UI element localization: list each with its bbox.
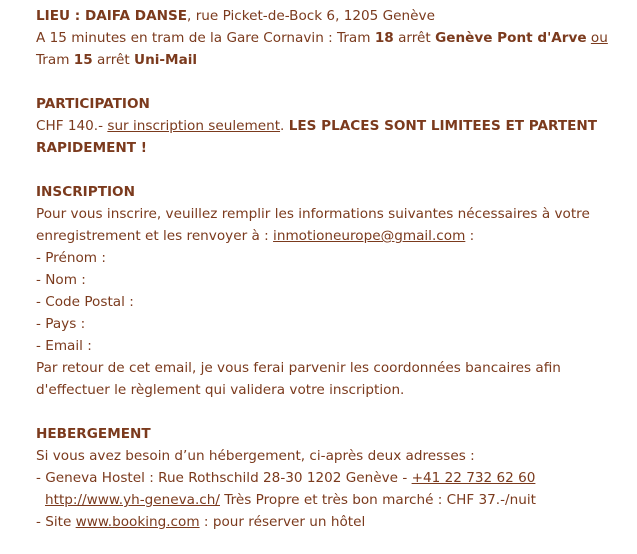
or-link[interactable]: ou	[590, 30, 608, 46]
inscription-intro-suffix: :	[465, 228, 475, 244]
lieu-label: LIEU : DAIFA DANSE	[36, 8, 188, 24]
inscription-outro-1: Par retour de cet email, je vous ferai parvenir les coordonnées bancaires afin	[36, 360, 561, 376]
tram2-line	[36, 49, 600, 71]
lieu-address: , rue Picket-de-Bock 6, 1205 Genève	[187, 8, 435, 24]
inscription-intro-2	[36, 225, 600, 247]
inscription-only-link[interactable]: sur inscription seulement	[107, 118, 281, 134]
lieu-line	[36, 5, 600, 27]
booking-link[interactable]: www.booking.com	[75, 514, 200, 530]
tram1-mid: arrêt	[393, 30, 436, 46]
inscription-heading: INSCRIPTION	[36, 184, 135, 200]
hostel-line	[36, 467, 600, 489]
tram1-number: 18	[374, 30, 394, 46]
field-email: - Email :	[36, 338, 92, 354]
spacer	[36, 159, 600, 181]
tram2-mid: arrêt	[92, 52, 135, 68]
hebergement-heading: HEBERGEMENT	[36, 426, 151, 442]
participation-heading: PARTICIPATION	[36, 96, 150, 112]
inscription-intro-1: Pour vous inscrire, veuillez remplir les informations suivantes nécessaires à votre	[36, 206, 590, 222]
hostel-phone-link[interactable]: +41 22 732 62 60	[411, 470, 536, 486]
inscription-intro-prefix: enregistrement et les renvoyer à :	[36, 228, 274, 244]
field-code-postal: - Code Postal :	[36, 294, 134, 310]
tram-intro: A 15 minutes en tram de la Gare Cornavin : Tram	[36, 30, 375, 46]
field-pays: - Pays :	[36, 316, 86, 332]
participation-warning-1: LES PLACES SONT LIMITEES ET PARTENT	[288, 118, 598, 134]
hostel-url-link[interactable]: http://www.yh-geneva.ch/	[45, 492, 220, 508]
spacer	[36, 401, 600, 423]
site-suffix: : pour réserver un hôtel	[199, 514, 366, 530]
hebergement-intro: Si vous avez besoin d’un hébergement, ci-après deux adresses :	[36, 448, 475, 464]
tram2-prefix: Tram	[36, 52, 74, 68]
inscription-outro-2: d'effectuer le règlement qui validera votre inscription.	[36, 382, 405, 398]
hostel-url-line	[36, 489, 600, 511]
participation-dot: .	[280, 118, 289, 134]
tram2-number: 15	[73, 52, 93, 68]
hostel-prefix: - Geneva Hostel : Rue Rothschild 28-30 1202 Genève -	[36, 470, 412, 486]
tram-line	[36, 27, 608, 49]
tram2-stop: Uni-Mail	[134, 52, 198, 68]
participation-price: CHF 140.-	[36, 118, 108, 134]
participation-line	[36, 115, 600, 137]
tram1-stop: Genève Pont d'Arve	[435, 30, 587, 46]
booking-line	[36, 511, 600, 533]
field-prenom: - Prénom :	[36, 250, 106, 266]
field-nom: - Nom :	[36, 272, 86, 288]
site-prefix: - Site	[36, 514, 76, 530]
email-link[interactable]: inmotioneurope@gmail.com	[273, 228, 466, 244]
spacer	[36, 71, 600, 93]
hostel-desc: Très Propre et très bon marché : CHF 37.-/nuit	[219, 492, 536, 508]
participation-warning-2: RAPIDEMENT !	[36, 140, 147, 156]
